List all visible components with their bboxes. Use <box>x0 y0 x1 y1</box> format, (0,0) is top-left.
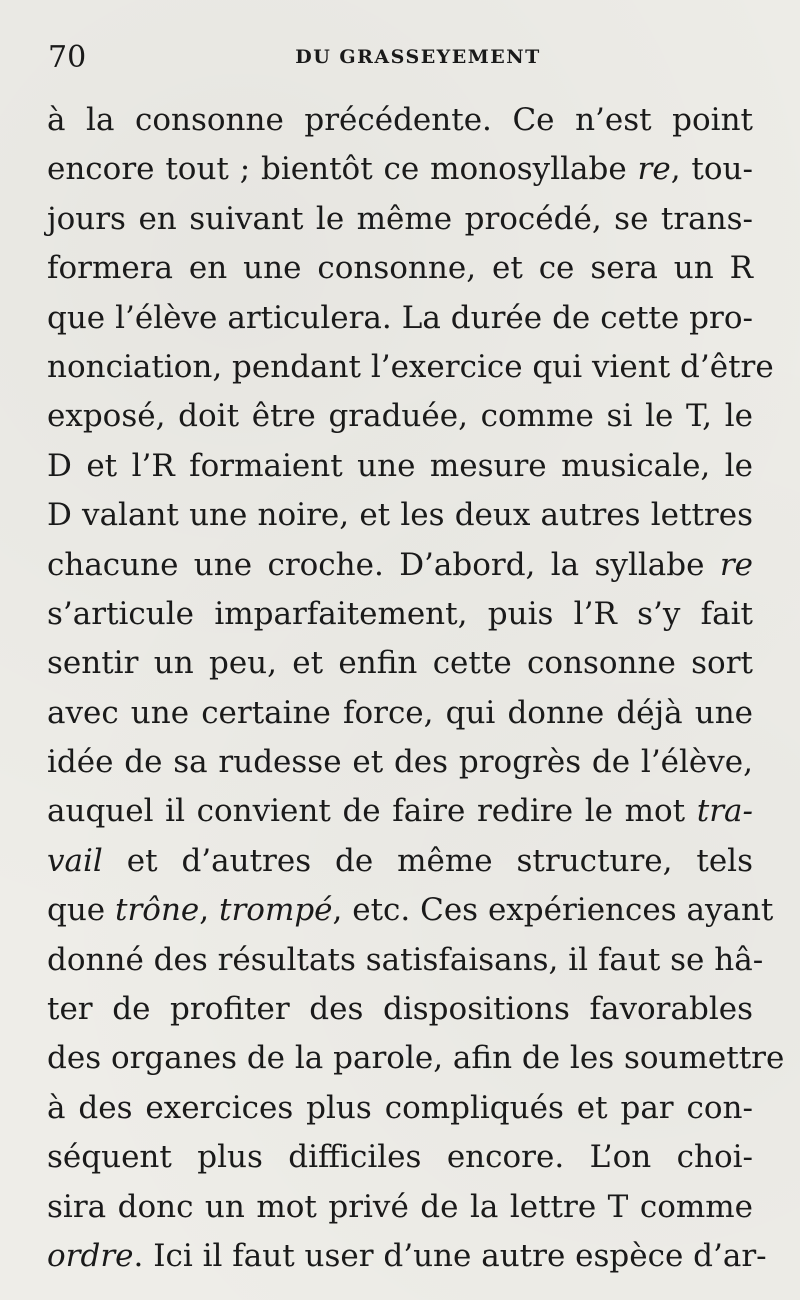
text-line <box>47 1034 785 1083</box>
text-segment: ter de profiter des dispositions favorables <box>47 991 753 1028</box>
text-segment: . Ici il faut user d’une autre espèce d’ar- <box>133 1237 767 1274</box>
text-segment: auquel il convient de faire redire le mot <box>47 793 697 830</box>
text-segment: , <box>199 892 219 929</box>
text-segment: que l’élève articulera. La durée de cette pro- <box>47 299 753 336</box>
text-line <box>47 244 753 293</box>
text-line <box>47 886 774 935</box>
text-line <box>47 541 753 590</box>
text-line <box>47 392 753 441</box>
italic-text: vail <box>47 842 103 879</box>
text-segment: à la consonne précédente. Ce n’est point <box>47 102 753 138</box>
text-line <box>47 837 753 886</box>
text-line <box>47 96 753 145</box>
text-line <box>47 1084 753 1133</box>
text-segment: avec une certaine force, qui donne déjà une <box>47 694 753 731</box>
italic-text: re <box>637 151 671 188</box>
italic-text: re <box>719 546 753 583</box>
text-line <box>47 343 774 392</box>
running-head: DU GRASSEYEMENT <box>295 46 541 68</box>
text-segment: D valant une noire, et les deux autres lettres <box>47 497 753 534</box>
text-line <box>47 145 753 194</box>
text-line <box>47 689 753 738</box>
text-segment: , etc. Ces expériences ayant <box>332 892 774 929</box>
text-segment: à des exercices plus compliqués et par con- <box>47 1089 753 1126</box>
text-line <box>47 1232 767 1281</box>
text-line <box>47 639 753 688</box>
text-line <box>47 738 753 787</box>
body-text <box>47 96 785 1281</box>
text-segment: que <box>47 892 116 929</box>
italic-text: tra- <box>696 793 753 830</box>
text-segment: D et l’R formaient une mesure musicale, le <box>47 447 753 484</box>
text-line <box>47 294 753 343</box>
text-segment: et d’autres de même structure, tels <box>102 842 753 879</box>
text-line <box>47 442 753 491</box>
text-segment: jours en suivant le même procédé, se trans- <box>47 200 753 237</box>
text-segment: donné des résultats satisfaisans, il faut se hâ- <box>47 941 764 978</box>
text-segment: des organes de la parole, afin de les soumettre <box>47 1040 785 1077</box>
text-line <box>47 985 753 1034</box>
text-segment: chacune une croche. D’abord, la syllabe <box>47 546 720 583</box>
text-segment: exposé, doit être graduée, comme si le T, le <box>47 398 753 435</box>
text-line <box>47 1183 753 1232</box>
text-line <box>47 1133 753 1182</box>
text-line <box>47 936 764 985</box>
text-segment: sira donc un mot privé de la lettre T comme <box>47 1188 753 1225</box>
page-number: 70 <box>48 40 87 75</box>
italic-text: ordre <box>47 1237 134 1274</box>
text-segment: séquent plus difficiles encore. L’on choi- <box>47 1139 753 1176</box>
text-segment: formera en une consonne, et ce sera un R <box>47 250 753 287</box>
text-segment: , tou- <box>670 151 753 188</box>
text-segment: idée de sa rudesse et des progrès de l’élève, <box>47 744 753 781</box>
italic-text: trompé <box>219 892 333 929</box>
text-segment: nonciation, pendant l’exercice qui vient d’être <box>47 348 774 385</box>
text-line <box>47 787 753 836</box>
text-segment: s’articule imparfaitement, puis l’R s’y fait <box>47 595 753 632</box>
text-line <box>47 491 753 540</box>
text-line <box>47 195 753 244</box>
text-segment: sentir un peu, et enfin cette consonne sort <box>47 645 753 682</box>
page-header <box>48 40 748 80</box>
text-segment: encore tout ; bientôt ce monosyllabe <box>47 151 638 188</box>
text-line <box>47 590 753 639</box>
italic-text: trône <box>115 892 200 929</box>
